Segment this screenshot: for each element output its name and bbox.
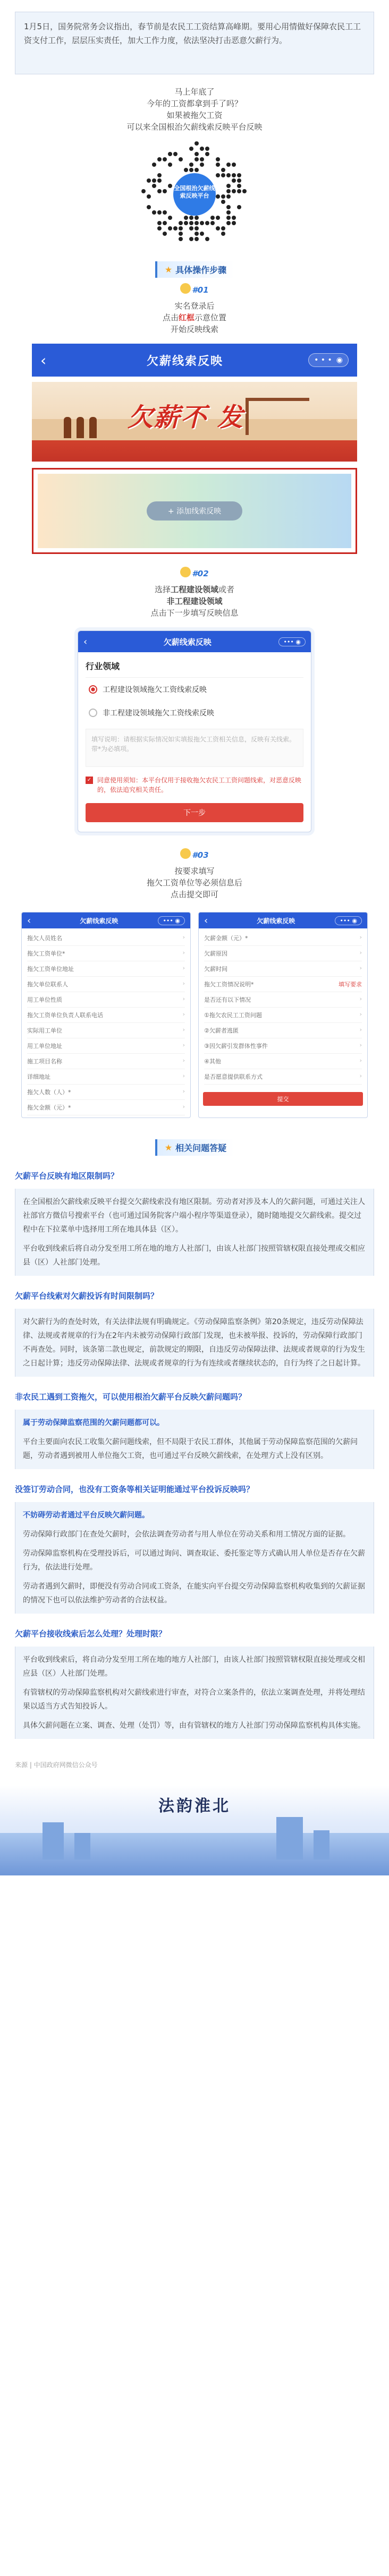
qr-dot — [168, 152, 172, 156]
qr-dot — [173, 152, 177, 156]
qr-dot — [232, 173, 236, 177]
form-field-label: 拖欠人员姓名 — [27, 935, 62, 942]
form-field-label: 欠薪时间 — [204, 966, 227, 973]
back-arrow-icon[interactable]: ‹ — [204, 915, 208, 926]
qr-code-wrap — [0, 141, 389, 248]
form-field-label: 拖欠金额（元）* — [27, 1104, 71, 1111]
step2-choose: 选择 — [154, 585, 171, 594]
qr-dot — [184, 221, 188, 225]
fill-requirement-tag: 填写要求 — [339, 981, 362, 988]
qr-dot — [205, 147, 209, 151]
faq-answer — [15, 1647, 374, 1739]
qr-dot — [194, 168, 199, 172]
qr-dot — [157, 189, 162, 193]
step1-line — [0, 312, 389, 323]
qr-dot — [226, 221, 231, 225]
chevron-right-icon: › — [182, 1088, 185, 1095]
form-field-label: 拖欠单位联系人 — [27, 981, 68, 988]
qr-dot — [232, 163, 236, 167]
building-shape — [276, 1817, 303, 1860]
form-field-label: 欠薪金额（元）* — [204, 935, 248, 942]
form-field-label: ③因欠薪引发群体性事件 — [204, 1043, 268, 1050]
mini-program-capsule[interactable]: ••• ◉ — [278, 637, 306, 646]
qr-dot — [216, 157, 220, 161]
step1-click: 点击 — [162, 313, 179, 322]
qr-dot — [226, 205, 231, 209]
form-field-label: 拖欠工资单位* — [27, 950, 65, 957]
qr-dot — [205, 221, 209, 225]
form-field-row[interactable] — [27, 977, 185, 992]
qr-dot — [237, 189, 241, 193]
step3-line: 点击提交即可 — [170, 890, 218, 899]
qr-dot — [226, 194, 231, 199]
qr-dot — [189, 237, 193, 241]
qr-dot — [173, 226, 177, 231]
qr-dot — [157, 226, 162, 231]
qr-dot — [168, 184, 172, 188]
close-circle-icon[interactable]: ◉ — [336, 356, 343, 364]
qr-center-logo: 全国根治欠薪线索反映平台 — [173, 173, 216, 216]
radio-unselected-icon[interactable] — [89, 709, 97, 717]
lead-block — [0, 86, 389, 133]
chevron-right-icon: › — [182, 934, 185, 941]
form-field-label: 是否还有以下情况 — [204, 996, 251, 1003]
qr-dot — [221, 194, 225, 199]
faq-question: 欠薪平台线索对欠薪投诉有时间限制吗？ — [15, 1291, 159, 1301]
back-arrow-icon[interactable]: ‹ — [40, 351, 47, 369]
mini-program-capsule[interactable] — [308, 353, 349, 367]
mini-program-qr-code[interactable] — [141, 141, 248, 248]
chevron-right-icon: › — [359, 1057, 362, 1064]
step3-line: 拖欠工资单位等必须信息后 — [146, 878, 242, 888]
qr-dot — [232, 189, 236, 193]
qr-dot — [168, 226, 172, 231]
step2-or: 或者 — [218, 585, 235, 594]
chevron-right-icon: › — [359, 1072, 362, 1079]
form-field-row[interactable] — [204, 977, 362, 992]
qr-dot — [147, 178, 151, 183]
chevron-right-icon: › — [359, 934, 362, 941]
back-arrow-icon[interactable]: ‹ — [27, 915, 31, 926]
intro-text: 1月5日，国务院常务会议指出，春节前是农民工工资结算高峰期。要用心用情做好保障农民工工资支付工作，层层压实责任，加大工作力度，依法坚决打击恶意欠薪行为。 — [24, 22, 361, 45]
qr-dot — [226, 210, 231, 215]
form-field-row[interactable] — [27, 1069, 185, 1085]
chevron-right-icon: › — [182, 1103, 185, 1110]
form-field-row[interactable] — [204, 1069, 362, 1085]
form-field-label: 是否愿意提供联系方式 — [204, 1073, 263, 1080]
agreement-row[interactable] — [86, 775, 303, 795]
lead-line: 可以来全国根治欠薪线索反映平台反映 — [126, 122, 263, 132]
option-non-engineering[interactable] — [86, 701, 303, 724]
qr-dot — [179, 226, 183, 231]
qr-dot — [194, 226, 199, 231]
building-shape — [74, 1833, 90, 1860]
step3-badge: #03 — [180, 850, 208, 860]
form-field-label: ④其他 — [204, 1058, 221, 1065]
banner-image — [32, 382, 357, 462]
steps-ribbon-label: 具体操作步骤 — [175, 265, 227, 275]
qr-dot — [237, 184, 241, 188]
faq-answer — [15, 1189, 374, 1276]
form-left-body — [22, 928, 190, 1118]
article-page — [0, 12, 389, 1875]
form-right-body — [199, 928, 367, 1087]
qr-dot — [157, 178, 162, 183]
qr-dot — [216, 194, 220, 199]
faq-ribbon-row — [0, 1139, 389, 1156]
qr-dot — [216, 226, 220, 231]
qr-dot — [163, 189, 167, 193]
step1-line: 开始反映线索 — [170, 325, 218, 334]
qr-dot — [200, 157, 204, 161]
phone-title-bar — [78, 631, 311, 652]
qr-dot — [194, 152, 199, 156]
qr-dot — [237, 178, 241, 183]
qr-dot — [221, 200, 225, 204]
step3-badge-row — [0, 850, 389, 860]
qr-dot — [189, 147, 193, 151]
forms-row — [21, 912, 368, 1118]
qr-dot — [205, 237, 209, 241]
form-title: 欠薪线索反映 — [257, 917, 295, 925]
faq-answer — [15, 1410, 374, 1469]
chevron-right-icon: › — [182, 1042, 185, 1048]
worker-figure — [89, 417, 97, 438]
form-field-row[interactable] — [204, 992, 362, 1008]
step3-text — [0, 865, 389, 900]
qr-dot — [163, 210, 167, 215]
faq-answer-paragraph: 具体欠薪问题在立案、调查、处理（处罚）等，由有管辖权的地方人社部门劳动保障监察机构具体实施。 — [23, 1721, 365, 1730]
qr-dot — [221, 173, 225, 177]
qr-dot — [147, 194, 151, 199]
form-field-row[interactable] — [204, 946, 362, 961]
chevron-right-icon: › — [182, 1072, 185, 1079]
qr-dot — [200, 232, 204, 236]
more-icon[interactable]: • • • — [314, 356, 332, 364]
form-field-row[interactable] — [204, 1008, 362, 1023]
faq-question: 欠薪平台接收线索后怎么处理？处理时限？ — [15, 1629, 167, 1639]
form-field-row[interactable] — [27, 1085, 185, 1100]
form-title-bar — [22, 912, 190, 928]
back-arrow-icon[interactable]: ‹ — [83, 636, 88, 647]
submit-button[interactable]: 提交 — [203, 1092, 363, 1106]
app-title: 欠薪线索反映 — [147, 354, 224, 368]
form-field-label: 实际用工单位 — [27, 1027, 62, 1034]
qr-dot — [210, 216, 215, 220]
form-field-row[interactable] — [204, 1023, 362, 1038]
excavator-shape — [246, 398, 309, 435]
lead-line: 今年的工资都拿到手了吗？ — [146, 99, 242, 108]
chevron-right-icon: › — [359, 1011, 362, 1018]
qr-dot — [184, 168, 188, 172]
chevron-right-icon: › — [182, 1057, 185, 1064]
mini-program-capsule[interactable]: ••• ◉ — [335, 916, 362, 925]
form-field-row[interactable] — [27, 1100, 185, 1115]
faq-answer-paragraph: 对欠薪行为的查处时效，有关法律法规有明确规定。《劳动保障监察条例》第20条规定，违反劳动保障法律、法规或者规章的行为在2年内未被劳动保障行政部门发现，也未被举报、投诉的，劳动保障行政部门不再查处。同时，该条第二款也规定，前款规定的期限，自违反劳动保障法律、法规或者规章的行为发生之日起计算；违反劳动保障法律、法规或者规章的行为有连续或者继续状态的，自行为终了之日起计算。 — [23, 1318, 365, 1368]
faq-answer-paragraph: 在全国根治欠薪线索反映平台提交欠薪线索没有地区限制。劳动者对涉及本人的欠薪问题，可通过关注人社部官方微信号搜索平台（也可通过国务院客户端小程序等渠道登录），随时随地提交欠薪线索。提交过程中在下拉菜单中选择用工所在地具体县（区）。 — [23, 1198, 365, 1234]
worker-figure — [77, 417, 84, 438]
qr-dot — [221, 168, 225, 172]
chevron-right-icon: › — [359, 1042, 362, 1048]
faq-ribbon — [155, 1139, 234, 1156]
star-icon: ★ — [164, 265, 173, 275]
banner-slogan: 欠薪不 发 — [128, 403, 244, 432]
building-shape — [43, 1822, 64, 1860]
step3-line: 按要求填写 — [174, 866, 215, 876]
form-field-label: 欠薪原因 — [204, 950, 227, 957]
qr-dot — [141, 189, 146, 193]
form-field-row[interactable] — [27, 1023, 185, 1038]
steps-ribbon-row — [0, 261, 389, 278]
qr-dot — [232, 216, 236, 220]
faq-answer-paragraph: 劳动保障监察机构在受理投诉后，可以通过询问、调查取证、委托鉴定等方式确认用人单位是否存在欠薪行为，依法进行处理。 — [23, 1549, 365, 1572]
faq-answer — [15, 1502, 374, 1614]
qr-dot — [157, 173, 162, 177]
industry-section-title: 行业领域 — [86, 660, 303, 678]
worker-figure — [64, 417, 71, 438]
form-field-row[interactable] — [204, 931, 362, 946]
qr-dot — [157, 210, 162, 215]
footer-title: 法韵淮北 — [158, 1797, 231, 1815]
star-icon: ★ — [164, 1142, 173, 1153]
qr-dot — [163, 232, 167, 236]
qr-dot — [205, 152, 209, 156]
chevron-right-icon: › — [182, 1011, 185, 1018]
chevron-right-icon: › — [182, 1026, 185, 1033]
step1-line: 实名登录后 — [174, 301, 215, 311]
qr-dot — [189, 226, 193, 231]
step2-badge: #02 — [180, 569, 208, 578]
qr-dot — [237, 205, 241, 209]
form-field-label: ②欠薪者逃匿 — [204, 1027, 239, 1034]
next-step-button[interactable]: 下一步 — [86, 803, 303, 822]
qr-dot — [210, 221, 215, 225]
footer-banner — [0, 1785, 389, 1875]
chevron-right-icon: › — [359, 965, 362, 971]
chevron-right-icon: › — [359, 949, 362, 956]
qr-dot — [189, 163, 193, 167]
red-highlight-box — [32, 468, 357, 554]
faq-question: 欠薪平台反映有地区限制吗？ — [15, 1171, 119, 1181]
step1-red-box: 红框 — [178, 313, 194, 322]
step2-badge-row — [0, 569, 389, 578]
qr-dot — [221, 232, 225, 236]
add-area — [38, 474, 351, 548]
lead-line: 马上年底了 — [174, 87, 215, 97]
phone-title: 欠薪线索反映 — [163, 637, 212, 647]
step2-text — [0, 584, 389, 619]
qr-dot — [194, 221, 199, 225]
fill-hint: 填写说明：请根据实际情况如实填报拖欠工资相关信息，反映有关线索。带*为必填项。 — [86, 729, 303, 767]
qr-dot — [194, 232, 199, 236]
agreement-text: 同意使用须知：本平台仅用于接收拖欠农民工工资问题线索，对恶意反映的，依法追究相关责任。 — [97, 777, 302, 794]
checkbox-checked-icon[interactable]: ✓ — [86, 777, 93, 784]
form-right — [198, 912, 368, 1118]
faq-answer-paragraph: 有管辖权的劳动保障监察机构对欠薪线索进行审查，对符合立案条件的，依法立案调查处理，并将处理结果以适当方式告知投诉人。 — [23, 1688, 365, 1711]
form-field-label: 施工项目名称 — [27, 1058, 62, 1065]
building-shape — [314, 1830, 329, 1860]
form-field-label: 拖欠工资单位地址 — [27, 966, 74, 973]
form-field-row[interactable] — [27, 946, 185, 961]
qr-dot — [152, 178, 156, 183]
faq-answer — [15, 1309, 374, 1377]
form-field-row[interactable] — [204, 1054, 362, 1069]
app-title-bar — [32, 344, 357, 377]
qr-dot — [194, 157, 199, 161]
qr-dot — [168, 163, 172, 167]
form-field-label: ①拖欠农民工工资问题 — [204, 1012, 262, 1019]
chevron-right-icon: › — [182, 995, 185, 1002]
qr-dot — [221, 226, 225, 231]
source-line: 来源 | 中国政府网微信公众号 — [15, 1761, 98, 1769]
qr-dot — [163, 221, 167, 225]
form-field-row[interactable] — [27, 1038, 185, 1054]
faq-answer-paragraph: 平台主要面向农民工收集欠薪问题线索，但不局限于农民工群体，其他属于劳动保障监察范围的欠薪问题，劳动者遇到被用人单位拖欠工资，也可通过平台反映欠薪线索，在处理方式上没有区别。 — [23, 1438, 358, 1460]
option-engineering[interactable] — [86, 678, 303, 701]
qr-dot — [216, 173, 220, 177]
intro-box — [15, 12, 374, 74]
qr-dot — [189, 221, 193, 225]
form-field-row[interactable] — [27, 1054, 185, 1069]
add-clue-button[interactable]: + 添加线索反映 — [147, 501, 242, 521]
form-field-label: 详细地址 — [27, 1073, 50, 1080]
qr-dot — [179, 221, 183, 225]
form-field-label: 用工单位地址 — [27, 1043, 62, 1050]
faq-answer-paragraph: 劳动保障行政部门在查处欠薪时，会依法调查劳动者与用人单位在劳动关系和用工情况方面的证据。 — [23, 1530, 350, 1539]
lead-line: 如果被拖欠工资 — [166, 110, 223, 120]
faq-answer-paragraph: 不妨碍劳动者通过平台反映欠薪问题。 — [23, 1511, 149, 1520]
step1-badge: #01 — [180, 285, 208, 295]
phone-mockup-industry — [78, 630, 311, 832]
qr-dot — [179, 232, 183, 236]
form-field-row[interactable] — [27, 992, 185, 1008]
qr-dot — [216, 216, 220, 220]
qr-dot — [189, 216, 193, 220]
form-title: 欠薪线索反映 — [80, 917, 119, 925]
qr-dot — [157, 221, 162, 225]
qr-dot — [226, 163, 231, 167]
qr-dot — [237, 173, 241, 177]
radio-selected-icon[interactable] — [89, 685, 97, 694]
qr-dot — [200, 163, 204, 167]
qr-dot — [194, 141, 199, 146]
option-non-engineering-label: 非工程建设领域拖欠工资线索反映 — [103, 709, 214, 718]
qr-dot — [232, 221, 236, 225]
qr-dot — [147, 205, 151, 209]
qr-dot — [163, 157, 167, 161]
faq-ribbon-label: 相关问题答疑 — [175, 1143, 227, 1153]
qr-dot — [226, 216, 231, 220]
chevron-right-icon: › — [182, 980, 185, 987]
form-field-row[interactable] — [27, 1008, 185, 1023]
qr-dot — [200, 221, 204, 225]
step2-engineering: 工程建设领域 — [170, 585, 218, 594]
option-engineering-label: 工程建设领域拖欠工资线索反映 — [103, 686, 207, 694]
faq-answer-paragraph: 劳动者遇到欠薪时，即便没有劳动合同或工资条，在能实向平台提交劳动保障监察机构收集到的欠薪证据的情况下也可以依法维护劳动者的合法权益。 — [23, 1582, 365, 1605]
faq-question: 没签订劳动合同，也没有工资条等相关证明能通过平台投诉反映吗？ — [15, 1485, 255, 1494]
step1-position: 示意位置 — [194, 313, 227, 322]
qr-dot — [226, 173, 231, 177]
step2-line: 非工程建设领域 — [166, 596, 223, 606]
steps-ribbon — [155, 261, 234, 278]
step2-line — [0, 584, 389, 595]
chevron-right-icon: › — [359, 995, 362, 1002]
qr-dot — [152, 184, 156, 188]
qr-dot — [152, 163, 156, 167]
phone-body — [78, 652, 311, 832]
qr-dot — [194, 216, 199, 220]
chevron-right-icon: › — [359, 1026, 362, 1033]
mini-program-capsule[interactable]: ••• ◉ — [158, 916, 185, 925]
qr-dot — [184, 216, 188, 220]
faq-answer-paragraph: 属于劳动保障监察范围的欠薪问题都可以。 — [23, 1419, 164, 1427]
step2-line: 点击下一步填写反映信息 — [150, 608, 239, 618]
faq-answer-paragraph: 平台收到线索后，将自动分发至用工所在地的地方人社部门，由该人社部门按照管辖权限直接处理或交相应县（区）人社部门处理。 — [23, 1656, 365, 1678]
qr-dot — [216, 163, 220, 167]
chevron-right-icon: › — [182, 949, 185, 956]
qr-dot — [194, 237, 199, 241]
qr-dot — [226, 189, 231, 193]
faq-question: 非农民工遇到工资拖欠，可以使用根治欠薪平台反映欠薪问题吗？ — [15, 1392, 247, 1402]
faq-list — [0, 1170, 389, 1739]
form-field-row[interactable] — [204, 961, 362, 977]
form-field-row[interactable] — [27, 931, 185, 946]
form-field-label: 用工单位性质 — [27, 996, 62, 1003]
form-field-row[interactable] — [27, 961, 185, 977]
step1-text — [0, 300, 389, 335]
qr-dot — [168, 216, 172, 220]
qr-dot — [200, 147, 204, 151]
step1-badge-row — [0, 285, 389, 295]
qr-dot — [189, 168, 193, 172]
qr-dot — [226, 184, 231, 188]
form-field-label: 拖欠人数（人）* — [27, 1089, 71, 1096]
qr-dot — [232, 178, 236, 183]
qr-dot — [152, 210, 156, 215]
chevron-right-icon: › — [182, 965, 185, 971]
form-field-label: 拖欠工资情况说明* — [204, 981, 254, 988]
form-field-row[interactable] — [204, 1038, 362, 1054]
qr-dot — [242, 189, 247, 193]
qr-dot — [157, 157, 162, 161]
form-field-label: 拖欠工资单位负责人联系电话 — [27, 1012, 103, 1019]
form-left — [21, 912, 191, 1118]
qr-dot — [179, 157, 183, 161]
form-title-bar — [199, 912, 367, 928]
qr-dot — [179, 237, 183, 241]
faq-answer-paragraph: 平台收到线索后将自动分发至用工所在地的地方人社部门，由该人社部门按照管辖权限直接处理或交相应县（区）人社部门处理。 — [23, 1244, 365, 1267]
